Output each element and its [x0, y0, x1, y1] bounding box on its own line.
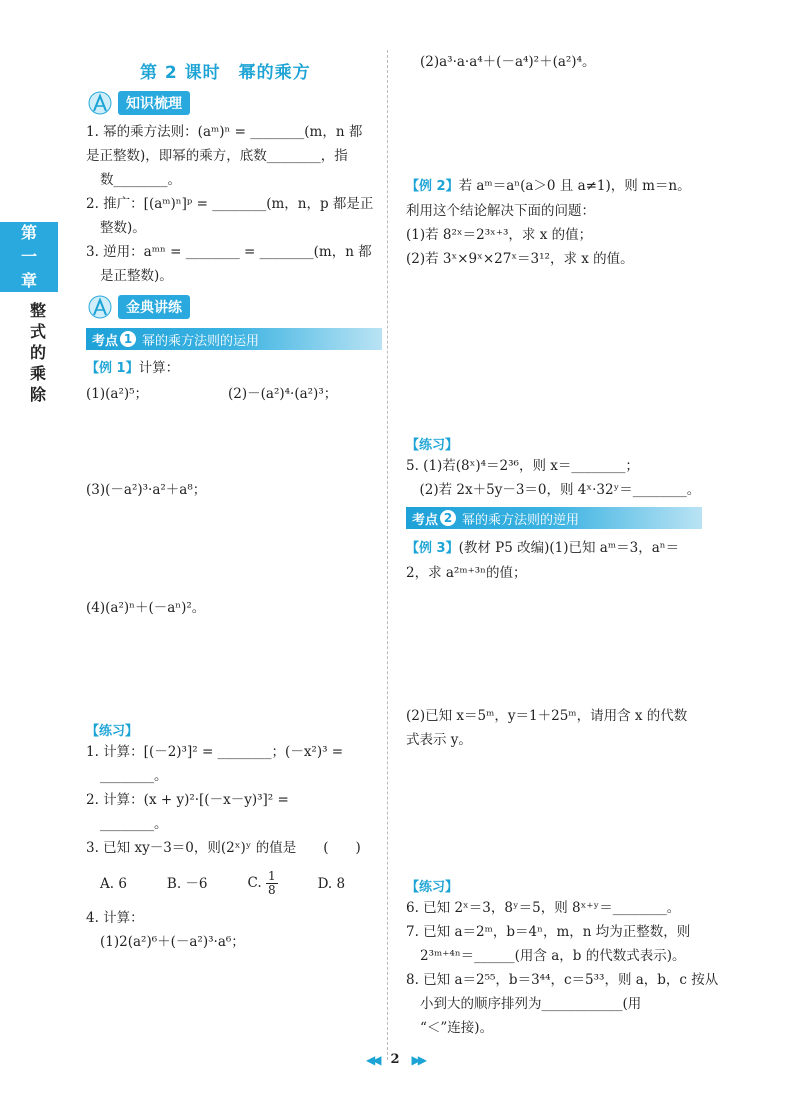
section-knowledge-label: 知识梳理 [118, 91, 190, 115]
kaodian-number: 1 [120, 331, 136, 347]
knowledge-line: 2. 推广：[(aᵐ)ⁿ]ᵖ = ________(m，n，p 都是正 [86, 196, 374, 212]
example-3-block [406, 536, 706, 585]
practice-line: 8. 已知 a＝2⁵⁵，b＝3⁴⁴，c＝5³³，则 a，b，c 按从 [406, 972, 719, 988]
example-1-item: (3)(－a²)³·a²＋a⁸； [86, 482, 207, 498]
example-text: 计算： [138, 360, 180, 376]
example-1-heading [86, 356, 179, 381]
example-line: 2，求 a²ᵐ⁺³ⁿ的值； [406, 565, 527, 581]
practice-line: “＜”连接)。 [420, 1020, 494, 1036]
section-practice-header [86, 294, 190, 320]
practice-line: (2)若 2x＋5y－3＝0，则 4ˣ·32ʸ＝________。 [406, 482, 701, 498]
knowledge-list [86, 120, 386, 288]
practice-line: 5. (1)若(8ˣ)⁴＝2³⁶，则 x＝________； [406, 458, 639, 474]
example-label: 【例 1】 [86, 361, 139, 376]
chapter-tab-char-3: 章 [20, 271, 37, 290]
practice-line: 2. 计算：(x + y)²·[(－x－y)³]² = [86, 792, 289, 808]
practice-line: 1. 计算：[(－2)³]² = ________；(－x²)³ = [86, 744, 344, 760]
kaodian-2-bar [406, 507, 702, 529]
kaodian-title: 幂的乘方法则的运用 [142, 333, 260, 349]
knowledge-line: 数________。 [100, 172, 181, 188]
choice-row [100, 870, 345, 897]
compass-icon [86, 295, 116, 319]
example-line: 若 aᵐ＝aⁿ(a＞0 且 a≠1)，则 m＝n。 [458, 178, 691, 194]
example-line: (1)若 8²ˣ＝2³ˣ⁺³，求 x 的值； [406, 227, 593, 243]
knowledge-line: 是正整数)，即幂的乘方，底数________，指 [86, 148, 348, 164]
example-line: 利用这个结论解决下面的问题： [406, 203, 595, 219]
practice-line: 7. 已知 a＝2ᵐ，b＝4ⁿ，m，n 均为正整数，则 [406, 924, 691, 940]
practice-line: 3. 已知 xy－3＝0，则(2ˣ)ʸ 的值是 ( ) [86, 840, 361, 856]
knowledge-line: 整数)。 [100, 220, 146, 236]
example-1-item: (4)(a²)ⁿ＋(－aⁿ)²。 [86, 600, 206, 616]
fraction: $\frac{1}{8}$ [267, 869, 276, 897]
practice-1-list [86, 740, 386, 860]
page-number: 2 [390, 1052, 400, 1067]
practice-3-list [406, 896, 719, 1040]
practice-line: ________。 [100, 816, 168, 832]
practice-q4a: (1)2(a²)⁶＋(－a²)³·a⁶； [100, 934, 245, 950]
example-line: 式表示 y。 [406, 732, 472, 748]
example-3-part2 [406, 704, 706, 752]
example-1-item: (2)a³·a·a⁴＋(－a⁴)²＋(a²)⁴。 [420, 54, 596, 70]
next-arrow-icon: ▶▶ [411, 1052, 424, 1067]
example-2-block [406, 174, 706, 271]
example-line: (2)若 3ˣ×9ˣ×27ˣ＝3¹²，求 x 的值。 [406, 251, 634, 267]
choice-d: D. 8 [317, 875, 346, 892]
chapter-tab-char-1: 第 [20, 223, 37, 242]
choice-b: B. －6 [166, 875, 208, 892]
kaodian-tag: 考点 [412, 512, 439, 528]
choice-c: C. $\frac{1}{8}$ [247, 869, 276, 897]
chapter-topic: 整式的乘除 [30, 301, 47, 404]
knowledge-line: 3. 逆用：aᵐⁿ = ________ = ________(m，n 都 [86, 244, 372, 260]
practice-label: 【练习】 [406, 438, 459, 453]
section-knowledge-header [86, 90, 190, 116]
practice-line: 6. 已知 2ˣ＝3，8ʸ＝5，则 8ˣ⁺ʸ＝________。 [406, 900, 681, 916]
prev-arrow-icon: ◀◀ [366, 1052, 379, 1067]
example-1-item: (2)－(a²)⁴·(a²)³； [228, 386, 338, 402]
knowledge-line: 1. 幂的乘方法则：(aᵐ)ⁿ = ________(m，n 都 [86, 124, 363, 140]
choice-a: A. 6 [100, 875, 127, 892]
practice-line: 2³ᵐ⁺⁴ⁿ＝______(用含 a，b 的代数式表示)。 [420, 948, 686, 964]
kaodian-tag: 考点 [92, 333, 119, 349]
section-practice-label: 金典讲练 [118, 295, 190, 319]
kaodian-1-bar [86, 328, 382, 350]
practice-line: 小到大的顺序排列为____________(用 [420, 996, 642, 1012]
practice-line: ________。 [100, 768, 168, 784]
example-1-item: (1)(a²)⁵； [86, 386, 149, 402]
practice-label: 【练习】 [406, 880, 459, 895]
compass-icon [86, 91, 116, 115]
practice-label: 【练习】 [86, 724, 139, 739]
kaodian-title: 幂的乘方法则的逆用 [462, 512, 580, 528]
knowledge-line: 是正整数)。 [100, 268, 173, 284]
practice-q4: 4. 计算： [86, 910, 144, 926]
page-title: 第 2 课时 幂的乘方 [140, 63, 311, 83]
example-label: 【例 2】 [406, 179, 459, 194]
example-label: 【例 3】 [406, 541, 459, 556]
page-footer [340, 1052, 450, 1067]
chapter-tab [0, 222, 58, 292]
practice-2-list [406, 454, 706, 502]
column-divider [387, 50, 388, 1060]
example-line: (2)已知 x＝5ᵐ，y＝1＋25ᵐ，请用含 x 的代数 [406, 708, 688, 724]
kaodian-number: 2 [440, 510, 456, 526]
example-line: (教材 P5 改编)(1)已知 aᵐ＝3，aⁿ＝ [458, 540, 680, 556]
chapter-tab-char-2: 一 [20, 247, 37, 266]
